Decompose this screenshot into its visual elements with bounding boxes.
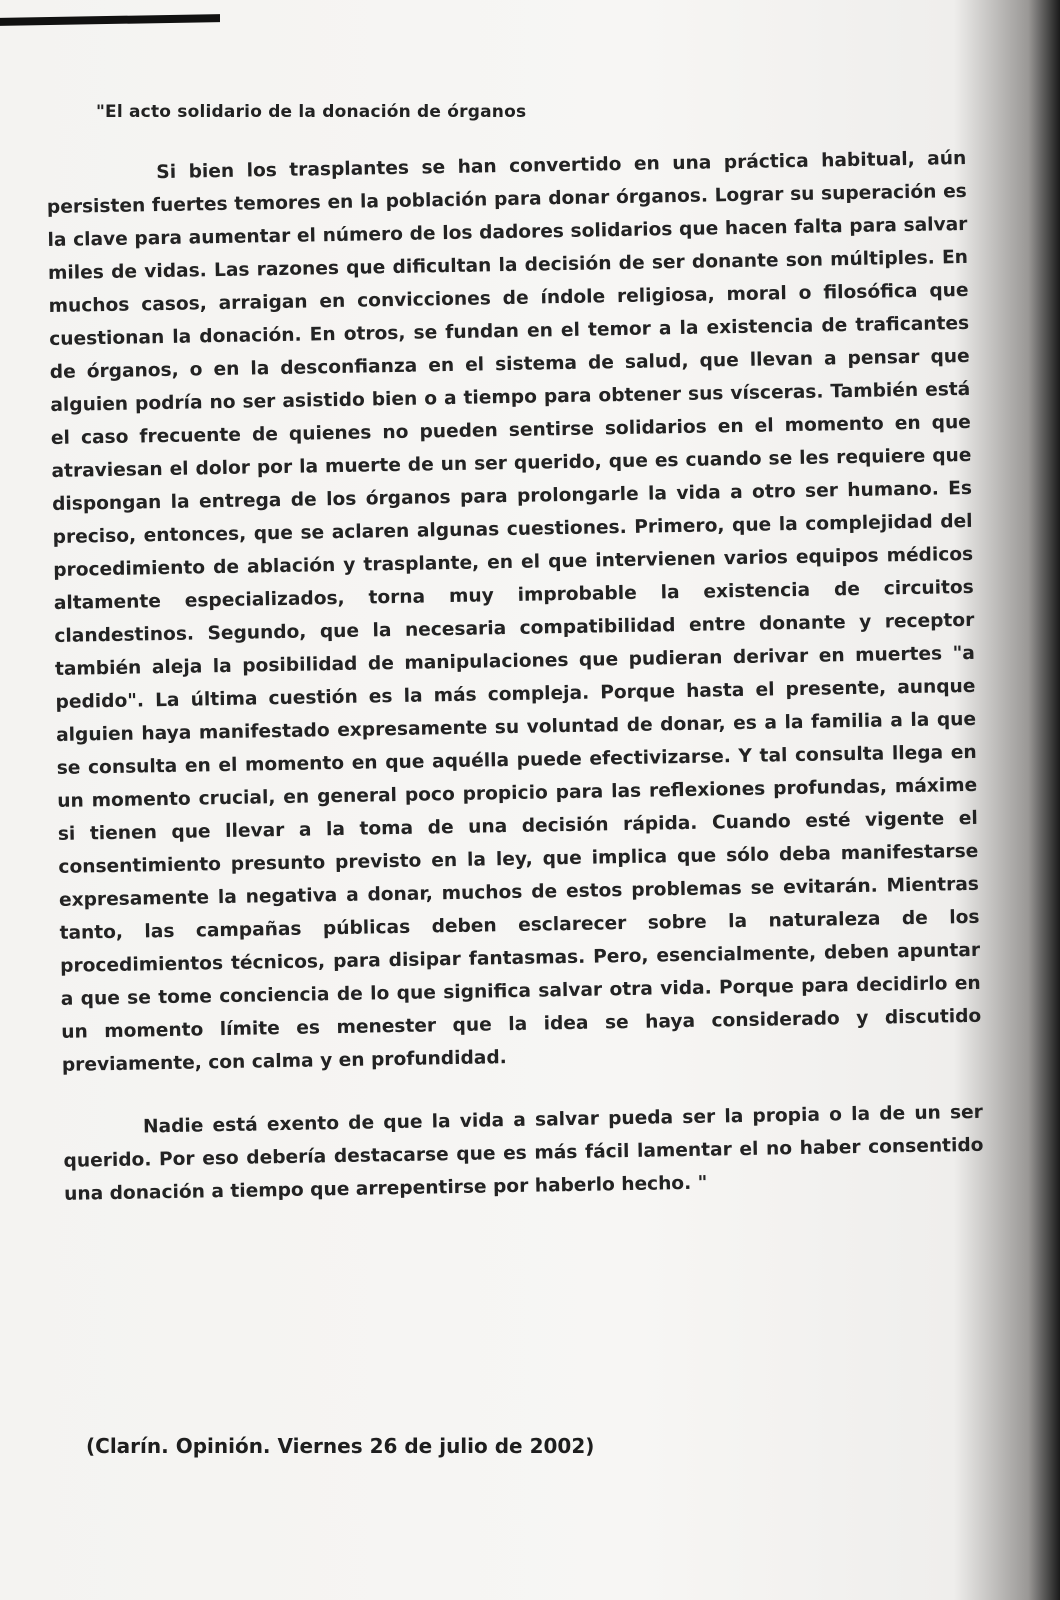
article-title: "El acto solidario de la donación de órganos	[96, 102, 527, 122]
article-body	[46, 142, 984, 1211]
scan-edge-mark	[0, 14, 220, 26]
paragraph-2: Nadie está exento de que la vida a salvar pueda ser la propia o la de un ser querido. Por eso debería destacarse que es más fácil lamentar el no haber consentido una donación a tiempo que arrepentirse por haberlo hecho. "	[63, 1101, 984, 1205]
paragraph-1: Si bien los trasplantes se han convertido en una práctica habitual, aún persisten fuertes temores en la población para donar órganos. Lograr su superación es la clave para aumentar el número de los dadores solidarios que hacen falta para salvar miles de vidas. Las razones que dificultan la decisión de ser donante son múltiples. En muchos casos, arraigan en convicciones de índole religiosa, moral o filosófica que cuestionan la donación. En otros, se fundan en el temor a la existencia de traficantes de órganos, o en la desconfianza en el sistema de salud, que llevan a pensar que alguien podría no ser asistido bien o a tiempo para obtener sus vísceras. También está el caso frecuente de quienes no pueden sentirse solidarios en el momento en que atraviesan el dolor por la muerte de un ser querido, que es cuando se les requiere que dispongan la entrega de los órganos para prolongarle la vida a otro ser humano. Es preciso, entonces, que se aclaren algunas cuestiones. Primero, que la complejidad del procedimiento de ablación y trasplante, en el que intervienen varios equipos médicos altamente especializados, torna muy improbable la existencia de circuitos clandestinos. Segundo, que la necesaria compatibilidad entre donante y receptor también aleja la posibilidad de manipulaciones que pudieran derivar en muertes "a pedido". La última cuestión es la más compleja. Porque hasta el presente, aunque alguien haya manifestado expresamente su voluntad de donar, es a la familia a la que se consulta en el momento en que aquélla puede efectivizarse. Y tal consulta llega en un momento crucial, en general poco propicio para las reflexiones profundas, máxime si tienen que llevar a la toma de una decisión rápida. Cuando esté vigente el consentimiento presunto previsto en la ley, que implica que sólo deba manifestarse expresamente la negativa a donar, muchos de estos problemas se evitarán. Mientras tanto, las campañas públicas deben esclarecer sobre la naturaleza de los procedimientos técnicos, para disipar fantasmas. Pero, esencialmente, deben apuntar a que se tome conciencia de lo que significa salvar otra vida. Porque para decidirlo en un momento límite es menester que la idea se haya considerado y discutido previamente, con calma y en profundidad.	[46, 147, 982, 1076]
source-citation: (Clarín. Opinión. Viernes 26 de julio de 2002)	[86, 1434, 595, 1458]
